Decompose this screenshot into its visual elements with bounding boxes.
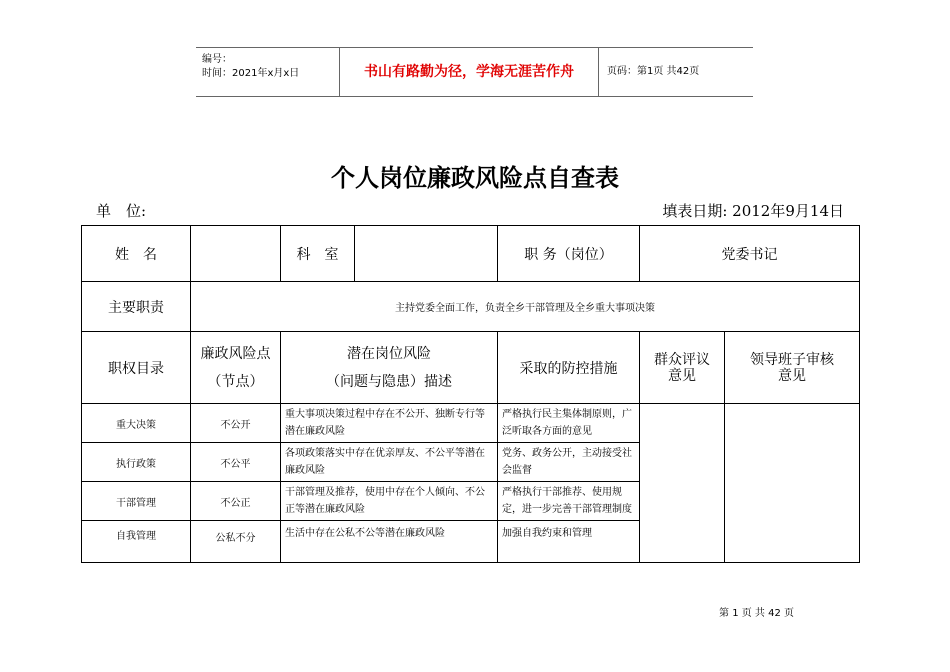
row-risk: 公私不分 [191,521,281,563]
row-power: 重大决策 [82,404,191,443]
row-power: 自我管理 [82,521,191,563]
row-desc: 重大事项决策过程中存在不公开、独断专行等潜在廉政风险 [281,404,498,443]
page-title: 个人岗位廉政风险点自查表 [331,163,619,192]
info-row [82,226,860,282]
col-measure-header: 采取的防控措施 [498,332,640,404]
row-risk: 不公平 [191,443,281,482]
row-risk: 不公正 [191,482,281,521]
row-measure: 严格执行干部推荐、使用规定，进一步完善干部管理制度 [498,482,640,521]
fill-date: 填表日期: 2012年9月14日 [662,202,844,220]
row-risk: 不公开 [191,404,281,443]
dept-value [355,226,498,282]
duty-text: 主持党委全面工作，负责全乡干部管理及全乡重大事项决策 [191,282,860,332]
col-desc-header-line1: 潜在岗位风险 [347,345,431,362]
risk-table [81,225,860,563]
duty-row [82,282,860,332]
row-measure: 加强自我约束和管理 [498,521,640,563]
position-value: 党委书记 [640,226,860,282]
name-label: 姓 名 [82,226,191,282]
row-desc: 各项政策落实中存在优亲厚友、不公平等潜在廉政风险 [281,443,498,482]
header-motto: 书山有路勤为径，学海无涯苦作舟 [339,48,599,96]
leader-review-cell [725,404,860,563]
name-value [191,226,281,282]
col-public-review-text: 群众评议意见 [654,351,710,384]
row-measure: 党务、政务公开，主动接受社会监督 [498,443,640,482]
col-leader-review-text: 领导班子审核意见 [750,351,834,384]
time-label: 时间：2021年x月x日 [202,68,300,79]
row-desc: 干部管理及推荐，使用中存在个人倾向、不公正等潜在廉政风险 [281,482,498,521]
col-risk-header-line1: 廉政风险点 [200,345,271,362]
row-power: 执行政策 [82,443,191,482]
col-public-review-header [640,332,725,404]
col-risk-header [191,332,281,404]
col-desc-header-line2: （问题与隐患）描述 [326,373,452,390]
row-measure: 严格执行民主集体制原则，广泛听取各方面的意见 [498,404,640,443]
dept-label: 科 室 [281,226,355,282]
unit-label: 单 位: [96,202,147,220]
position-label: 职 务（岗位） [498,226,640,282]
document-header [196,47,753,97]
col-power-header: 职权目录 [82,332,191,404]
col-risk-header-line2: （节点） [207,373,264,390]
row-power: 干部管理 [82,482,191,521]
header-meta [196,48,339,96]
col-leader-review-header [725,332,860,404]
table-row [82,404,860,443]
col-desc-header [281,332,498,404]
number-label: 编号： [202,54,232,65]
header-page-label: 页码：第1页 共42页 [607,66,700,77]
public-review-cell [640,404,725,563]
column-header-row [82,332,860,404]
page-footer: 第 1 页 共 42 页 [719,608,794,619]
row-desc: 生活中存在公私不公等潜在廉政风险 [281,521,498,563]
duty-label: 主要职责 [82,282,191,332]
